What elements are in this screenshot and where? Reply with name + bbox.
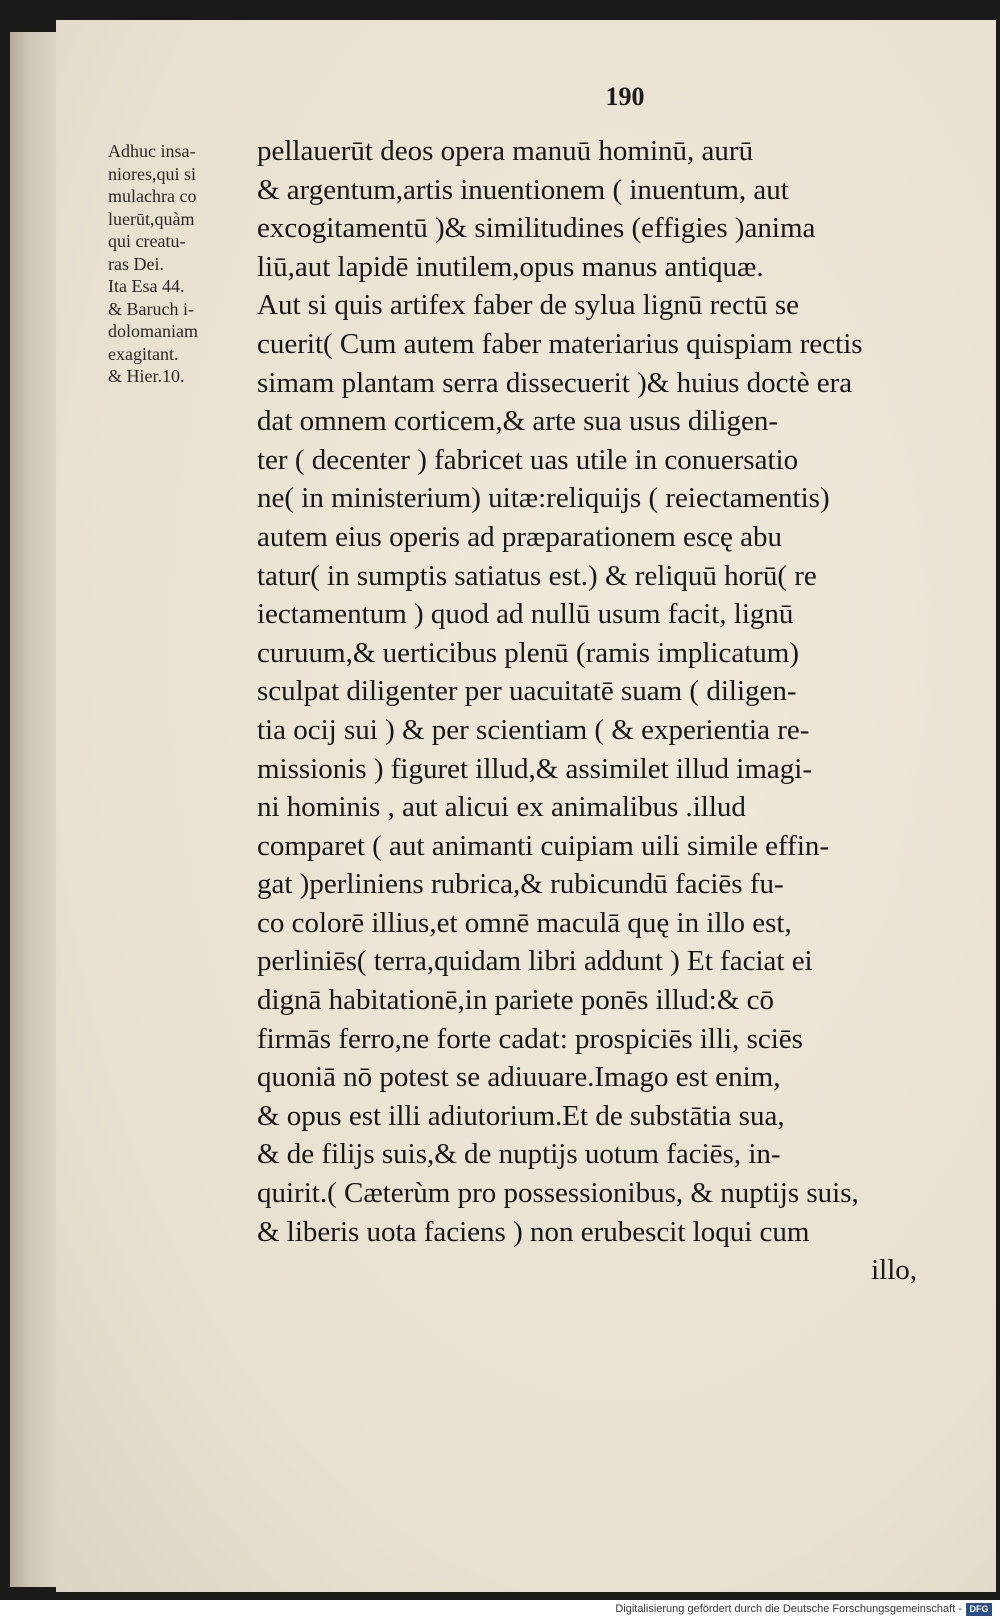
margin-note-line: exagitant. — [108, 343, 179, 364]
body-line: liū,aut lapidē inutilem,opus manus antiquæ. — [257, 250, 764, 283]
body-line: iectamentum ) quod ad nullū usum facit, lignū — [257, 598, 794, 631]
body-text — [257, 132, 917, 1290]
body-line: curuum,& uerticibus plenū (ramis implicatum) — [257, 636, 800, 669]
body-line: comparet ( aut animanti cuipiam uili simile effin- — [257, 829, 830, 862]
body-line: & opus est illi adiutorium.Et de substātia sua, — [257, 1099, 785, 1132]
body-line: dat omnem corticem,& arte sua usus diligen- — [257, 405, 779, 438]
body-line: tatur( in sumptis satiatus est.) & reliquū horū( re — [257, 559, 817, 592]
body-line: & argentum,artis inuentionem ( inuentum, aut — [257, 173, 789, 206]
body-line: simam plantam serra dissecuerit )& huius doctè era — [257, 366, 853, 399]
body-line: ter ( decenter ) fabricet uas utile in conuersatio — [257, 443, 799, 476]
margin-note-line: Adhuc insa- — [108, 141, 196, 161]
margin-note-line: mulachra co — [108, 186, 197, 206]
body-line: cuerit( Cum autem faber materiarius quispiam rectis — [257, 327, 863, 360]
margin-note-line: ras Dei. — [108, 253, 164, 274]
margin-note-line: qui creatu- — [108, 231, 186, 251]
margin-note-line: luerūt,quàm — [108, 208, 195, 229]
body-line: ni hominis , aut alicui ex animalibus .illud — [257, 791, 746, 824]
funding-credit: Digitalisierung gefördert durch die Deutsche Forschungsgemeinschaft - — [615, 1603, 962, 1615]
dfg-logo-icon: DFG — [966, 1603, 992, 1616]
body-line: quoniā nō potest se adiuuare.Imago est enim, — [257, 1061, 781, 1094]
margin-note-line: niores,qui si — [108, 163, 196, 184]
margin-note-line: Ita Esa 44. — [108, 276, 185, 296]
body-line: & liberis uota faciens ) non erubescit loqui cum — [257, 1215, 810, 1248]
body-line: quirit.( Cæterùm pro possessionibus, & nuptijs suis, — [257, 1177, 859, 1210]
margin-note-line: dolomaniam — [108, 321, 198, 341]
margin-note-line: & Hier.10. — [108, 366, 185, 386]
digitization-footer — [0, 1600, 1000, 1619]
body-line: & de filijs suis,& de nuptijs uotum faciēs, in- — [257, 1138, 781, 1171]
body-line: sculpat diligenter per uacuitatē suam ( diligen- — [257, 675, 797, 708]
body-line: firmās ferro,ne forte cadat: prospiciēs illi, sciēs — [257, 1022, 803, 1055]
body-line: perliniēs( terra,quidam libri addunt ) Et faciat ei — [257, 945, 813, 978]
catchword: illo, — [871, 1254, 917, 1287]
body-line: pellauerūt deos opera manuū hominū, aurū — [257, 135, 754, 167]
body-line: dignā habitationē,in pariete ponēs illud:& cō — [257, 984, 775, 1017]
margin-note-line: & Baruch i- — [108, 298, 194, 319]
body-line: tia ocij sui ) & per scientiam ( & experientia re- — [257, 713, 810, 746]
body-line: missionis ) figuret illud,& assimilet illud imagi- — [257, 752, 812, 785]
book-page-edge — [10, 32, 59, 1587]
body-line: ne( in ministerium) uitæ:reliquijs ( reiectamentis) — [257, 482, 830, 515]
body-line: gat )perliniens rubrica,& rubicundū faciēs fu- — [257, 868, 784, 901]
body-line: Aut si quis artifex faber de sylua lignū rectū se — [257, 289, 799, 322]
page-number: 190 — [605, 82, 645, 111]
body-line: co colorē illius,et omnē maculā quę in illo est, — [257, 906, 792, 939]
body-line: autem eius operis ad præparationem escę abu — [257, 520, 783, 553]
body-line: excogitamentū )& similitudines (effigies )anima — [257, 212, 816, 245]
